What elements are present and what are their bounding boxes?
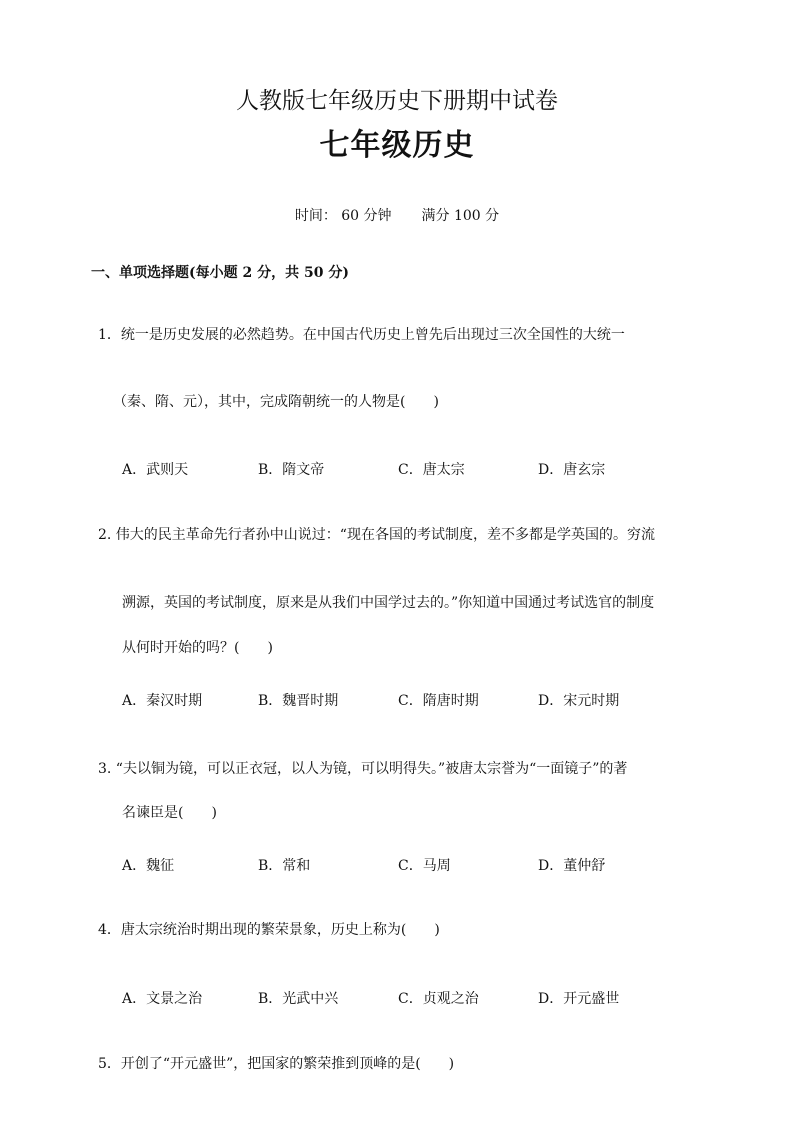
exam-score: 满分 100 分 xyxy=(421,208,500,224)
question-2-option-a: A．秦汉时期 xyxy=(122,693,203,709)
question-2-line-3: 从何时开始的吗？( ) xyxy=(122,640,273,656)
question-1-option-c: C．唐太宗 xyxy=(398,462,465,478)
exam-title: 人教版七年级历史下册期中试卷 xyxy=(236,88,558,114)
question-1-option-b: B．隋文帝 xyxy=(258,462,325,478)
question-3-option-b: B．常和 xyxy=(258,858,311,874)
question-4-option-d: D．开元盛世 xyxy=(538,991,620,1007)
question-1-option-a: A．武则天 xyxy=(122,462,189,478)
question-1-line-2: （秦、隋、元），其中，完成隋朝统一的人物是( ) xyxy=(113,394,439,410)
question-3-line-2: 名谏臣是( ) xyxy=(122,805,217,821)
question-2-line-2: 溯源，英国的考试制度，原来是从我们中国学过去的。”你知道中国通过考试选官的制度 xyxy=(122,595,655,611)
exam-time: 时间： 60 分钟 xyxy=(294,208,392,224)
question-3-option-c: C．马周 xyxy=(398,858,451,874)
question-4-line-1: 4．唐太宗统治时期出现的繁荣景象，历史上称为( ) xyxy=(98,922,440,938)
exam-subtitle: 七年级历史 xyxy=(319,128,475,163)
exam-meta xyxy=(0,205,794,225)
question-4-options xyxy=(122,988,722,1008)
question-5-line-1: 5．开创了“开元盛世”，把国家的繁荣推到顶峰的是( ) xyxy=(98,1056,455,1072)
question-4-option-a: A．文景之治 xyxy=(122,991,203,1007)
question-3-option-d: D．董仲舒 xyxy=(538,858,606,874)
question-3-options xyxy=(122,855,722,875)
question-4-option-c: C．贞观之治 xyxy=(398,991,479,1007)
question-1-option-d: D．唐玄宗 xyxy=(538,462,606,478)
question-4-option-b: B．光武中兴 xyxy=(258,991,339,1007)
section-heading: 一、单项选择题(每小题 2 分，共 50 分) xyxy=(91,265,349,281)
question-2-line-1: 2. 伟大的民主革命先行者孙中山说过：“现在各国的考试制度，差不多都是学英国的。穷流 xyxy=(98,527,655,543)
question-2-option-b: B．魏晋时期 xyxy=(258,693,339,709)
question-2-option-d: D．宋元时期 xyxy=(538,693,620,709)
question-2-options xyxy=(122,690,722,710)
question-1-options xyxy=(122,459,722,479)
question-3-line-1: 3. “夫以铜为镜，可以正衣冠，以人为镜，可以明得失。”被唐太宗誉为“一面镜子”的著 xyxy=(98,761,628,777)
question-2-option-c: C．隋唐时期 xyxy=(398,693,479,709)
question-1-line-1: 1．统一是历史发展的必然趋势。在中国古代历史上曾先后出现过三次全国性的大统一 xyxy=(98,327,625,343)
question-3-option-a: A．魏征 xyxy=(122,858,175,874)
